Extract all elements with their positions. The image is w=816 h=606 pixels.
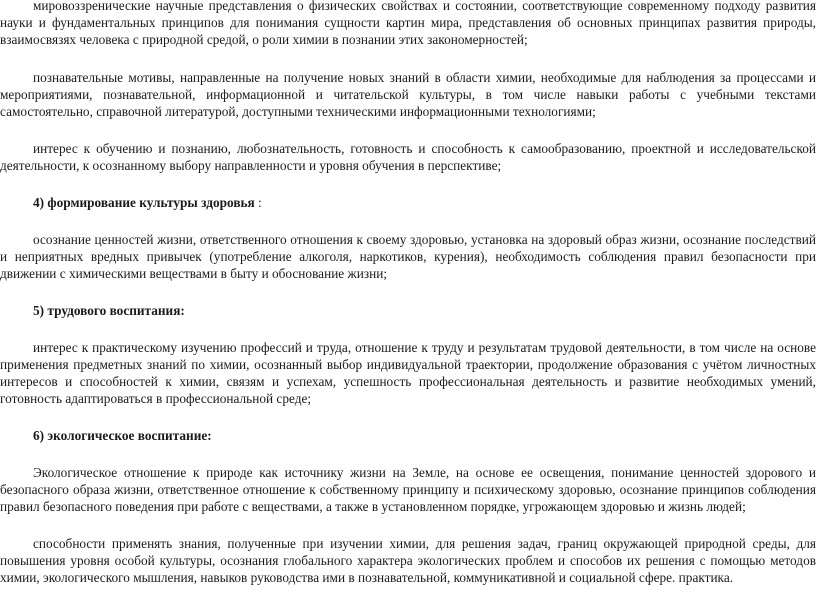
paragraph-labor-interest: интерес к практическому изучению профессий и труда, отношение к труду и результатам трудовой деятельности, в том числе на основе применения предметных знаний по химии, осознанный выбор индивидуальной траектории, продолжение образования с учётом личностных интересов и способностей к химии, связям и успехам, успешность профессиональная деятельность и развитие необходимых умений, готовность адаптироваться в профессиональной среде; [0, 340, 816, 406]
paragraph-worldview: мировоззренические научные представления о физических свойствах и состоянии, соответствующие современному подходу развития науки и фундаментальных принципов для понимания сущности картин мира, представления об основных принципах развития природы, взаимосвязях человека с природной средой, о роли химии в познании этих закономерностей; [0, 0, 816, 47]
paragraph-learning-interest: интерес к обучению и познанию, любознательность, готовность и способность к самообразованию, проектной и исследовательской деятельности, к осознанному выбору направленности и уровня обучения в перспективе; [0, 141, 816, 173]
paragraph-knowledge-application: способности применять знания, полученные при изучении химии, для решения задач, границ окружающей природной среды, для повышения уровня особой культуры, осознания глобального характера экологических проблем и способов их решения с помощью методов химии, экологического мышления, навыков руководства ими в познавательной, коммуникативной и социальной сфере. практика. [0, 536, 816, 585]
heading-health-culture [0, 194, 816, 211]
heading-health-culture-suffix: : [254, 195, 262, 210]
paragraph-health-values: осознание ценностей жизни, ответственного отношения к своему здоровью, установка на здоровый образ жизни, осознание последствий и неприятных вредных привычек (употребление алкоголя, наркотиков, курения), необходимость соблюдения правил безопасности при движении с химическими веществами в быту и обоснование жизни; [0, 232, 816, 281]
heading-labor-education [0, 302, 816, 319]
heading-ecological-education [0, 427, 816, 444]
paragraph-ecological-attitude: Экологическое отношение к природе как источнику жизни на Земле, на основе ее освещения, понимание ценностей здорового и безопасного образа жизни, ответственное отношение к собственному принципу и психическому здоровью, осознание принципов соблюдения правил безопасного поведения при работе с веществами, а также в установленном порядке, угрожающем здоровью и жизнь людей; [0, 465, 816, 514]
heading-ecological-education-title: 6) экологическое воспитание: [33, 428, 212, 443]
heading-health-culture-title: 4) формирование культуры здоровья [33, 195, 255, 210]
heading-labor-education-title: 5) трудового воспитания: [33, 303, 185, 318]
paragraph-cognitive-motives: познавательные мотивы, направленные на получение новых знаний в области химии, необходимые для наблюдения за процессами и мероприятиями, познавательной, информационной и читательской культуры, в том числе навыки работы с учебными текстами самостоятельно, справочной литературой, доступными техническими информационными технологиями; [0, 70, 816, 119]
